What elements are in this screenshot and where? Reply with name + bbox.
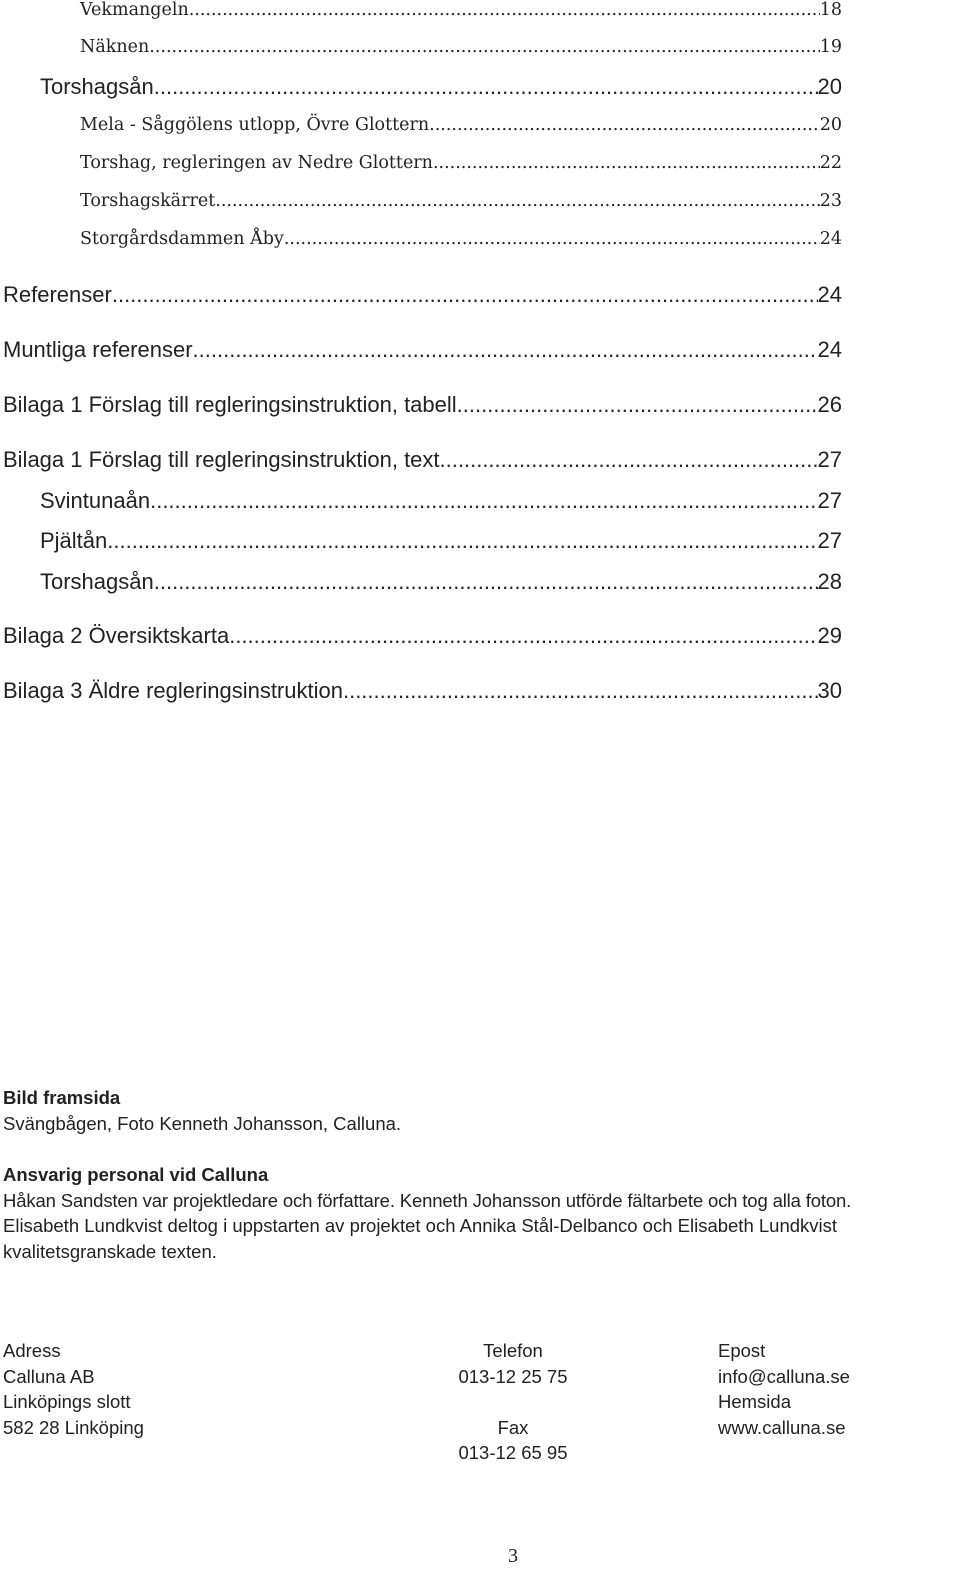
toc-leader-dots	[149, 37, 819, 57]
toc-entry-title: Mela - Såggölens utlopp, Övre Glottern	[80, 115, 430, 135]
address-line: Linköpings slott	[3, 1391, 131, 1412]
toc-entry-page: 18	[819, 0, 842, 20]
toc-leader-dots	[284, 229, 820, 249]
toc-entry-title: Bilaga 2 Översiktskarta	[3, 623, 230, 648]
toc-leader-dots	[189, 0, 820, 20]
toc-entry-title: Referenser	[3, 282, 112, 307]
toc-entry-page: 20	[819, 115, 842, 135]
toc-entry-page: 24	[817, 337, 842, 362]
toc-leader-dots	[440, 447, 818, 473]
toc-entry-title: Storgårdsdammen Åby	[80, 229, 284, 249]
email-column	[718, 1338, 948, 1440]
toc-leader-dots	[429, 115, 820, 135]
toc-leader-dots	[229, 623, 817, 649]
toc-entry-title: Muntliga referenser	[3, 337, 193, 362]
phone-number: 013-12 25 75	[458, 1365, 568, 1387]
toc-entry[interactable]	[3, 337, 842, 363]
address-line: Calluna AB	[3, 1365, 95, 1387]
toc-entry-page: 24	[817, 282, 842, 307]
toc-entry[interactable]	[40, 528, 842, 554]
staff-text-line: Elisabeth Lundkvist deltog i uppstarten av projektet och Annika Stål-Delbanco och Elisabeth Lundkvist	[3, 1215, 838, 1236]
spacer	[413, 1389, 613, 1415]
toc-entry-page: 27	[817, 528, 842, 553]
staff-text-line: kvalitetsgranskade texten.	[3, 1240, 217, 1262]
toc-entry-title: Torshagsån	[40, 569, 154, 594]
toc-entry-title: Svintunaån	[40, 488, 151, 513]
address-line: 582 28 Linköping	[3, 1416, 144, 1438]
toc-entry[interactable]	[40, 569, 842, 595]
phone-label: Telefon	[483, 1340, 543, 1361]
toc-entry-page: 19	[819, 37, 842, 57]
toc-entry-page: 28	[817, 569, 842, 594]
website-label: Hemsida	[718, 1391, 791, 1412]
toc-entry-page: 26	[817, 392, 842, 417]
page-number: 3	[508, 1545, 518, 1567]
toc-entry-title: Bilaga 3 Äldre regleringsinstruktion	[3, 678, 343, 703]
toc-leader-dots	[154, 569, 818, 595]
toc-entry[interactable]	[80, 153, 842, 173]
toc-leader-dots	[215, 191, 819, 211]
toc-entry-page: 29	[817, 623, 842, 648]
toc-entry[interactable]	[3, 678, 842, 704]
address-label: Adress	[3, 1340, 61, 1361]
website-link[interactable]: www.calluna.se	[718, 1416, 846, 1438]
fax-label: Fax	[497, 1416, 529, 1438]
toc-entry[interactable]	[80, 37, 842, 57]
toc-entry[interactable]	[80, 0, 842, 20]
cover-photo-text: Svängbågen, Foto Kenneth Johansson, Calluna.	[3, 1112, 402, 1134]
toc-entry[interactable]	[3, 392, 842, 418]
toc-entry-title: Bilaga 1 Förslag till regleringsinstruktion, tabell	[3, 392, 457, 417]
toc-entry[interactable]	[3, 447, 842, 473]
toc-leader-dots	[457, 392, 818, 418]
toc-entry[interactable]	[40, 488, 842, 514]
staff-section	[3, 1162, 958, 1264]
toc-entry-title: Näknen	[80, 37, 150, 57]
toc-entry-title: Vekmangeln	[80, 0, 189, 20]
toc-entry-page: 27	[817, 447, 842, 472]
fax-number: 013-12 65 95	[458, 1442, 568, 1463]
email-label: Epost	[718, 1340, 766, 1361]
toc-entry-page: 27	[817, 488, 842, 513]
cover-photo-heading: Bild framsida	[3, 1087, 121, 1108]
toc-leader-dots	[433, 153, 820, 173]
staff-text-line: Håkan Sandsten var projektledare och författare. Kenneth Johansson utförde fältarbete och tog alla foton.	[3, 1189, 852, 1211]
toc-entry[interactable]	[80, 229, 842, 249]
cover-photo-credit	[3, 1085, 958, 1136]
toc-entry-page: 23	[819, 191, 842, 211]
address-column	[3, 1338, 303, 1440]
toc-leader-dots	[150, 488, 817, 514]
toc-entry[interactable]	[3, 282, 842, 308]
toc-leader-dots	[107, 528, 817, 554]
toc-entry[interactable]	[80, 191, 842, 211]
toc-entry-title: Pjältån	[40, 528, 108, 553]
toc-entry-title: Bilaga 1 Förslag till regleringsinstruktion, text	[3, 447, 440, 472]
toc-entry[interactable]	[80, 115, 842, 135]
toc-leader-dots	[112, 282, 818, 308]
toc-entry-page: 24	[819, 229, 842, 249]
toc-entry[interactable]	[40, 74, 842, 100]
toc-entry-title: Torshagskärret	[80, 191, 216, 211]
toc-entry-title: Torshagsån	[40, 74, 154, 99]
email-link[interactable]: info@calluna.se	[718, 1365, 850, 1387]
toc-entry-title: Torshag, regleringen av Nedre Glottern	[80, 153, 433, 173]
toc-entry-page: 20	[817, 74, 842, 99]
toc-leader-dots	[154, 74, 818, 100]
toc-entry-page: 30	[817, 678, 842, 703]
toc-entry[interactable]	[3, 623, 842, 649]
toc-leader-dots	[343, 678, 818, 704]
staff-heading: Ansvarig personal vid Calluna	[3, 1164, 269, 1185]
phone-column	[413, 1338, 613, 1466]
toc-leader-dots	[193, 337, 818, 363]
toc-entry-page: 22	[819, 153, 842, 173]
